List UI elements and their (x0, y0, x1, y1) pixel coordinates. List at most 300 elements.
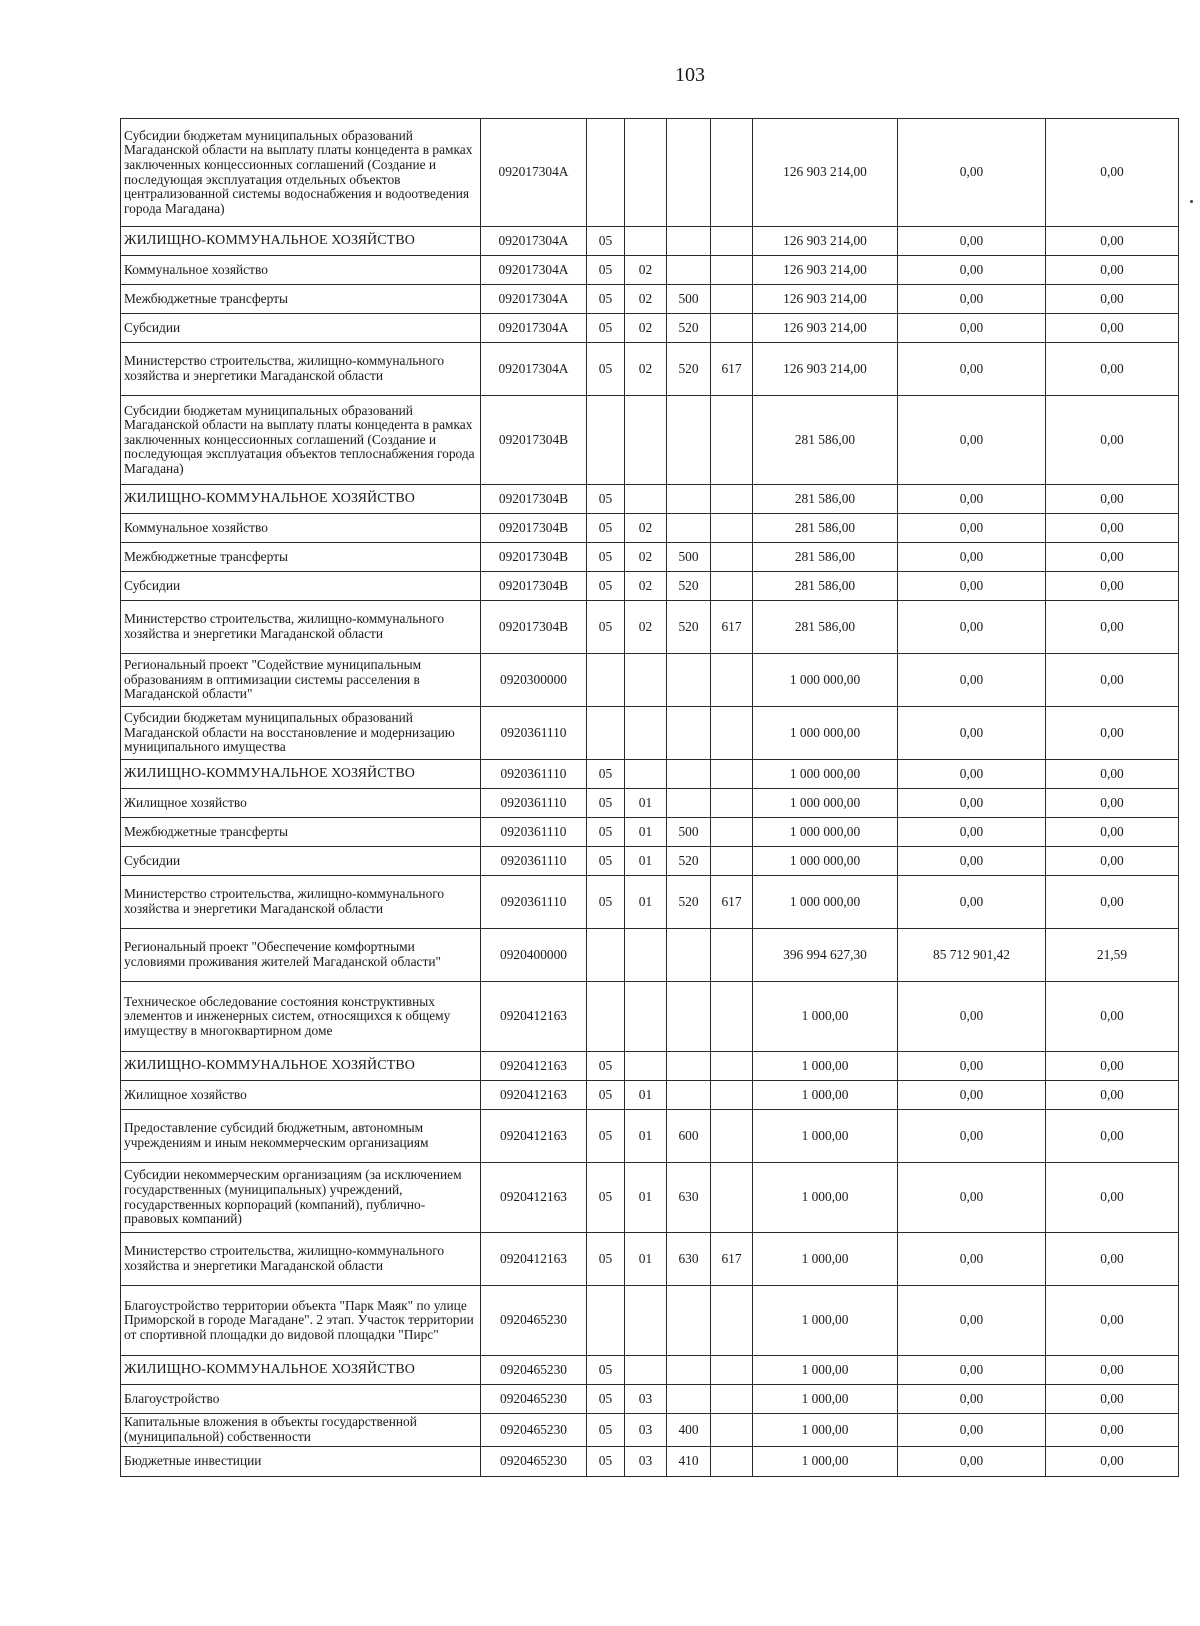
cell-vr (667, 396, 711, 485)
cell-code: 0920412163 (481, 1052, 587, 1081)
cell-rz: 05 (587, 1233, 625, 1286)
cell-pr: 02 (625, 343, 667, 396)
cell-plan: 126 903 214,00 (753, 227, 898, 256)
cell-rz: 05 (587, 256, 625, 285)
cell-fact: 0,00 (898, 119, 1046, 227)
cell-pct: 0,00 (1046, 601, 1179, 654)
table-row (121, 314, 1179, 343)
cell-pct: 0,00 (1046, 1163, 1179, 1233)
cell-code: 0920465230 (481, 1414, 587, 1447)
cell-rz (587, 929, 625, 982)
cell-pct: 0,00 (1046, 1110, 1179, 1163)
cell-grbs (711, 847, 753, 876)
cell-plan: 1 000 000,00 (753, 818, 898, 847)
cell-plan: 281 586,00 (753, 543, 898, 572)
cell-fact: 0,00 (898, 314, 1046, 343)
cell-pr: 02 (625, 543, 667, 572)
cell-rz: 05 (587, 1385, 625, 1414)
cell-pr: 02 (625, 514, 667, 543)
cell-plan: 126 903 214,00 (753, 285, 898, 314)
cell-name: Субсидии (121, 572, 481, 601)
cell-rz: 05 (587, 485, 625, 514)
cell-pr: 01 (625, 876, 667, 929)
cell-name: Министерство строительства, жилищно-коммунального хозяйства и энергетики Магаданской области (121, 343, 481, 396)
cell-code: 092017304В (481, 543, 587, 572)
cell-name: Межбюджетные трансферты (121, 818, 481, 847)
cell-fact: 0,00 (898, 572, 1046, 601)
cell-pct: 0,00 (1046, 314, 1179, 343)
cell-plan: 281 586,00 (753, 396, 898, 485)
cell-pr: 02 (625, 572, 667, 601)
cell-pct: 0,00 (1046, 285, 1179, 314)
cell-code: 0920412163 (481, 1110, 587, 1163)
cell-code: 0920300000 (481, 654, 587, 707)
cell-vr: 520 (667, 572, 711, 601)
cell-vr: 630 (667, 1233, 711, 1286)
scan-artifact (1190, 200, 1193, 203)
cell-code: 0920361110 (481, 789, 587, 818)
table-row (121, 285, 1179, 314)
cell-code: 092017304В (481, 396, 587, 485)
cell-rz (587, 707, 625, 760)
cell-vr: 520 (667, 847, 711, 876)
cell-fact: 0,00 (898, 514, 1046, 543)
cell-code: 0920412163 (481, 982, 587, 1052)
cell-fact: 0,00 (898, 1233, 1046, 1286)
cell-code: 092017304В (481, 514, 587, 543)
cell-fact: 0,00 (898, 1163, 1046, 1233)
cell-code: 0920412163 (481, 1233, 587, 1286)
cell-code: 0920361110 (481, 760, 587, 789)
cell-plan: 1 000,00 (753, 1163, 898, 1233)
cell-fact: 0,00 (898, 760, 1046, 789)
cell-pct: 0,00 (1046, 707, 1179, 760)
cell-pct: 0,00 (1046, 789, 1179, 818)
cell-pr: 01 (625, 1233, 667, 1286)
cell-grbs (711, 285, 753, 314)
table-row (121, 982, 1179, 1052)
cell-vr: 520 (667, 601, 711, 654)
cell-pr: 02 (625, 256, 667, 285)
cell-grbs (711, 1163, 753, 1233)
table-row (121, 707, 1179, 760)
cell-rz: 05 (587, 847, 625, 876)
cell-name: Министерство строительства, жилищно-коммунального хозяйства и энергетики Магаданской области (121, 876, 481, 929)
cell-grbs: 617 (711, 1233, 753, 1286)
cell-vr (667, 256, 711, 285)
cell-code: 0920465230 (481, 1447, 587, 1477)
cell-plan: 1 000 000,00 (753, 847, 898, 876)
cell-pct: 0,00 (1046, 514, 1179, 543)
cell-name: Межбюджетные трансферты (121, 285, 481, 314)
table-row (121, 514, 1179, 543)
cell-pr: 03 (625, 1447, 667, 1477)
cell-plan: 281 586,00 (753, 572, 898, 601)
cell-rz: 05 (587, 789, 625, 818)
cell-pr (625, 760, 667, 789)
table-row (121, 789, 1179, 818)
cell-vr (667, 1081, 711, 1110)
cell-pct: 0,00 (1046, 818, 1179, 847)
cell-plan: 1 000 000,00 (753, 707, 898, 760)
cell-pct: 0,00 (1046, 1081, 1179, 1110)
cell-pct: 0,00 (1046, 1447, 1179, 1477)
cell-plan: 1 000,00 (753, 1447, 898, 1477)
cell-fact: 0,00 (898, 1081, 1046, 1110)
cell-pct: 0,00 (1046, 572, 1179, 601)
cell-grbs: 617 (711, 876, 753, 929)
cell-grbs (711, 1414, 753, 1447)
cell-vr (667, 119, 711, 227)
cell-code: 092017304А (481, 343, 587, 396)
cell-rz: 05 (587, 1110, 625, 1163)
cell-code: 0920412163 (481, 1163, 587, 1233)
cell-grbs (711, 572, 753, 601)
cell-fact: 0,00 (898, 543, 1046, 572)
cell-rz: 05 (587, 572, 625, 601)
cell-fact: 0,00 (898, 1385, 1046, 1414)
cell-rz: 05 (587, 760, 625, 789)
cell-vr (667, 1356, 711, 1385)
cell-fact: 0,00 (898, 396, 1046, 485)
cell-pct: 0,00 (1046, 1356, 1179, 1385)
cell-name: Министерство строительства, жилищно-коммунального хозяйства и энергетики Магаданской области (121, 1233, 481, 1286)
cell-name: ЖИЛИЩНО-КОММУНАЛЬНОЕ ХОЗЯЙСТВО (121, 760, 481, 789)
cell-code: 092017304В (481, 601, 587, 654)
table-row (121, 1385, 1179, 1414)
cell-vr: 500 (667, 285, 711, 314)
cell-rz (587, 396, 625, 485)
cell-grbs (711, 929, 753, 982)
cell-pct: 0,00 (1046, 396, 1179, 485)
cell-grbs (711, 543, 753, 572)
cell-pr (625, 1052, 667, 1081)
cell-vr (667, 485, 711, 514)
cell-plan: 126 903 214,00 (753, 119, 898, 227)
cell-plan: 1 000,00 (753, 1233, 898, 1286)
cell-rz: 05 (587, 876, 625, 929)
table-row (121, 485, 1179, 514)
cell-grbs (711, 1447, 753, 1477)
cell-pr (625, 929, 667, 982)
cell-grbs (711, 1356, 753, 1385)
cell-pr: 03 (625, 1385, 667, 1414)
cell-pct: 0,00 (1046, 876, 1179, 929)
cell-vr (667, 227, 711, 256)
cell-grbs (711, 760, 753, 789)
cell-pct: 0,00 (1046, 1052, 1179, 1081)
cell-vr (667, 707, 711, 760)
cell-fact: 0,00 (898, 1052, 1046, 1081)
cell-code: 0920465230 (481, 1385, 587, 1414)
cell-plan: 1 000 000,00 (753, 789, 898, 818)
table-row (121, 760, 1179, 789)
cell-code: 0920465230 (481, 1286, 587, 1356)
cell-name: Коммунальное хозяйство (121, 514, 481, 543)
cell-vr: 500 (667, 818, 711, 847)
cell-plan: 126 903 214,00 (753, 256, 898, 285)
cell-name: Субсидии бюджетам муниципальных образований Магаданской области на восстановление и модернизацию муниципального имущества (121, 707, 481, 760)
table-row (121, 876, 1179, 929)
cell-plan: 1 000,00 (753, 1052, 898, 1081)
cell-code: 092017304А (481, 314, 587, 343)
cell-grbs: 617 (711, 601, 753, 654)
cell-fact: 0,00 (898, 485, 1046, 514)
cell-grbs (711, 1052, 753, 1081)
cell-pr: 03 (625, 1414, 667, 1447)
cell-plan: 1 000 000,00 (753, 760, 898, 789)
cell-pr: 01 (625, 789, 667, 818)
cell-vr (667, 982, 711, 1052)
cell-grbs (711, 654, 753, 707)
cell-fact: 0,00 (898, 982, 1046, 1052)
table-row (121, 1110, 1179, 1163)
table-row (121, 601, 1179, 654)
cell-grbs (711, 314, 753, 343)
cell-fact: 85 712 901,42 (898, 929, 1046, 982)
table-row (121, 1286, 1179, 1356)
cell-code: 092017304А (481, 119, 587, 227)
cell-pr: 01 (625, 1110, 667, 1163)
cell-code: 092017304В (481, 572, 587, 601)
cell-rz: 05 (587, 314, 625, 343)
cell-pct: 0,00 (1046, 654, 1179, 707)
cell-pr (625, 707, 667, 760)
cell-rz (587, 982, 625, 1052)
table-row (121, 572, 1179, 601)
cell-pct: 0,00 (1046, 847, 1179, 876)
cell-pr (625, 396, 667, 485)
cell-name: Субсидии бюджетам муниципальных образований Магаданской области на выплату платы концедента в рамках заключенных концессионных соглашений (Создание и последующая эксплуатация отдельных объектов централизованной системы водоснабжения и водоотведения города Магадана) (121, 119, 481, 227)
cell-plan: 126 903 214,00 (753, 314, 898, 343)
cell-pr: 01 (625, 1163, 667, 1233)
cell-fact: 0,00 (898, 285, 1046, 314)
cell-code: 0920465230 (481, 1356, 587, 1385)
cell-rz: 05 (587, 543, 625, 572)
cell-plan: 1 000,00 (753, 1286, 898, 1356)
cell-grbs (711, 1286, 753, 1356)
cell-name: Субсидии бюджетам муниципальных образований Магаданской области на выплату платы концедента в рамках заключенных концессионных соглашений (Создание и последующая эксплуатация объектов теплоснабжения города Магадана) (121, 396, 481, 485)
cell-vr: 630 (667, 1163, 711, 1233)
cell-rz: 05 (587, 343, 625, 396)
cell-vr: 410 (667, 1447, 711, 1477)
cell-pct: 0,00 (1046, 343, 1179, 396)
cell-rz: 05 (587, 1081, 625, 1110)
cell-pct: 0,00 (1046, 1233, 1179, 1286)
cell-vr (667, 1385, 711, 1414)
table-row (121, 1081, 1179, 1110)
cell-vr (667, 929, 711, 982)
cell-rz: 05 (587, 227, 625, 256)
cell-name: ЖИЛИЩНО-КОММУНАЛЬНОЕ ХОЗЯЙСТВО (121, 1052, 481, 1081)
cell-plan: 1 000,00 (753, 1081, 898, 1110)
cell-fact: 0,00 (898, 601, 1046, 654)
cell-code: 092017304В (481, 485, 587, 514)
cell-pr: 02 (625, 285, 667, 314)
cell-plan: 126 903 214,00 (753, 343, 898, 396)
cell-pct: 0,00 (1046, 1414, 1179, 1447)
table-row (121, 654, 1179, 707)
cell-grbs (711, 707, 753, 760)
cell-grbs (711, 818, 753, 847)
cell-pr (625, 119, 667, 227)
cell-vr (667, 514, 711, 543)
cell-fact: 0,00 (898, 1286, 1046, 1356)
cell-rz: 05 (587, 285, 625, 314)
cell-plan: 281 586,00 (753, 514, 898, 543)
cell-fact: 0,00 (898, 654, 1046, 707)
table-row (121, 1447, 1179, 1477)
cell-pct: 0,00 (1046, 760, 1179, 789)
cell-plan: 1 000 000,00 (753, 876, 898, 929)
cell-pct: 0,00 (1046, 982, 1179, 1052)
cell-grbs (711, 1110, 753, 1163)
cell-rz: 05 (587, 1447, 625, 1477)
cell-name: ЖИЛИЩНО-КОММУНАЛЬНОЕ ХОЗЯЙСТВО (121, 485, 481, 514)
table-row (121, 227, 1179, 256)
cell-fact: 0,00 (898, 1356, 1046, 1385)
cell-grbs (711, 1081, 753, 1110)
table-row (121, 929, 1179, 982)
cell-pr (625, 227, 667, 256)
cell-name: Субсидии некоммерческим организациям (за исключением государственных (муниципальных) учреждений, государственных корпораций (компаний), публично-правовых компаний) (121, 1163, 481, 1233)
cell-code: 0920361110 (481, 818, 587, 847)
cell-plan: 281 586,00 (753, 601, 898, 654)
cell-pr: 01 (625, 1081, 667, 1110)
cell-grbs (711, 789, 753, 818)
cell-name: Межбюджетные трансферты (121, 543, 481, 572)
cell-code: 0920361110 (481, 876, 587, 929)
cell-pct: 21,59 (1046, 929, 1179, 982)
table-row (121, 847, 1179, 876)
cell-pr: 02 (625, 601, 667, 654)
cell-grbs (711, 396, 753, 485)
cell-vr: 500 (667, 543, 711, 572)
cell-fact: 0,00 (898, 789, 1046, 818)
cell-vr (667, 1052, 711, 1081)
cell-name: Коммунальное хозяйство (121, 256, 481, 285)
cell-pct: 0,00 (1046, 1286, 1179, 1356)
cell-name: ЖИЛИЩНО-КОММУНАЛЬНОЕ ХОЗЯЙСТВО (121, 1356, 481, 1385)
cell-plan: 396 994 627,30 (753, 929, 898, 982)
cell-pr (625, 1286, 667, 1356)
cell-grbs (711, 256, 753, 285)
cell-plan: 1 000,00 (753, 1110, 898, 1163)
cell-rz (587, 654, 625, 707)
table-row (121, 396, 1179, 485)
cell-pct: 0,00 (1046, 543, 1179, 572)
cell-name: Благоустройство территории объекта "Парк Маяк" по улице Приморской в городе Магадане". 2 этап. Участок территории от спортивной площадки до видовой площадки "Пирс" (121, 1286, 481, 1356)
cell-pct: 0,00 (1046, 119, 1179, 227)
cell-pr (625, 982, 667, 1052)
cell-pr (625, 654, 667, 707)
cell-vr (667, 1286, 711, 1356)
table-row (121, 1233, 1179, 1286)
cell-name: Жилищное хозяйство (121, 1081, 481, 1110)
cell-pr: 02 (625, 314, 667, 343)
cell-pr (625, 1356, 667, 1385)
cell-name: Субсидии (121, 847, 481, 876)
table-row (121, 119, 1179, 227)
cell-plan: 1 000,00 (753, 1356, 898, 1385)
table-row (121, 256, 1179, 285)
cell-fact: 0,00 (898, 343, 1046, 396)
table-row (121, 818, 1179, 847)
cell-code: 0920361110 (481, 707, 587, 760)
cell-plan: 1 000,00 (753, 1385, 898, 1414)
cell-plan: 1 000,00 (753, 982, 898, 1052)
cell-grbs (711, 514, 753, 543)
cell-vr (667, 789, 711, 818)
cell-pr: 01 (625, 847, 667, 876)
cell-rz: 05 (587, 1414, 625, 1447)
table-row (121, 343, 1179, 396)
cell-pr (625, 485, 667, 514)
cell-vr: 520 (667, 343, 711, 396)
cell-name: Предоставление субсидий бюджетным, автономным учреждениям и иным некоммерческим организациям (121, 1110, 481, 1163)
table-row (121, 1414, 1179, 1447)
cell-pct: 0,00 (1046, 485, 1179, 514)
cell-name: Региональный проект "Содействие муниципальным образованиям в оптимизации системы расселения в Магаданской области" (121, 654, 481, 707)
cell-vr: 400 (667, 1414, 711, 1447)
table-row (121, 1052, 1179, 1081)
cell-rz: 05 (587, 1163, 625, 1233)
cell-fact: 0,00 (898, 256, 1046, 285)
cell-rz: 05 (587, 601, 625, 654)
cell-fact: 0,00 (898, 227, 1046, 256)
cell-name: Министерство строительства, жилищно-коммунального хозяйства и энергетики Магаданской области (121, 601, 481, 654)
cell-pct: 0,00 (1046, 227, 1179, 256)
cell-plan: 281 586,00 (753, 485, 898, 514)
cell-code: 0920361110 (481, 847, 587, 876)
cell-rz (587, 119, 625, 227)
cell-rz: 05 (587, 818, 625, 847)
table-row (121, 1163, 1179, 1233)
cell-pr: 01 (625, 818, 667, 847)
cell-vr: 520 (667, 314, 711, 343)
cell-fact: 0,00 (898, 1447, 1046, 1477)
cell-grbs (711, 119, 753, 227)
cell-vr: 520 (667, 876, 711, 929)
cell-fact: 0,00 (898, 876, 1046, 929)
page-number: 103 (675, 64, 705, 86)
cell-code: 092017304А (481, 227, 587, 256)
cell-fact: 0,00 (898, 847, 1046, 876)
cell-grbs: 617 (711, 343, 753, 396)
cell-code: 092017304А (481, 285, 587, 314)
cell-code: 0920412163 (481, 1081, 587, 1110)
cell-name: Субсидии (121, 314, 481, 343)
cell-name: Бюджетные инвестиции (121, 1447, 481, 1477)
budget-table (120, 118, 1179, 1477)
cell-fact: 0,00 (898, 818, 1046, 847)
cell-name: Благоустройство (121, 1385, 481, 1414)
table-row (121, 543, 1179, 572)
cell-code: 092017304А (481, 256, 587, 285)
cell-name: Капитальные вложения в объекты государственной (муниципальной) собственности (121, 1414, 481, 1447)
cell-name: Региональный проект "Обеспечение комфортными условиями проживания жителей Магаданской области" (121, 929, 481, 982)
cell-grbs (711, 227, 753, 256)
cell-rz (587, 1286, 625, 1356)
cell-grbs (711, 485, 753, 514)
cell-vr (667, 654, 711, 707)
cell-name: Техническое обследование состояния конструктивных элементов и инженерных систем, относящихся к общему имуществу в многоквартирном доме (121, 982, 481, 1052)
cell-rz: 05 (587, 514, 625, 543)
cell-name: ЖИЛИЩНО-КОММУНАЛЬНОЕ ХОЗЯЙСТВО (121, 227, 481, 256)
cell-fact: 0,00 (898, 1414, 1046, 1447)
cell-vr: 600 (667, 1110, 711, 1163)
cell-grbs (711, 1385, 753, 1414)
